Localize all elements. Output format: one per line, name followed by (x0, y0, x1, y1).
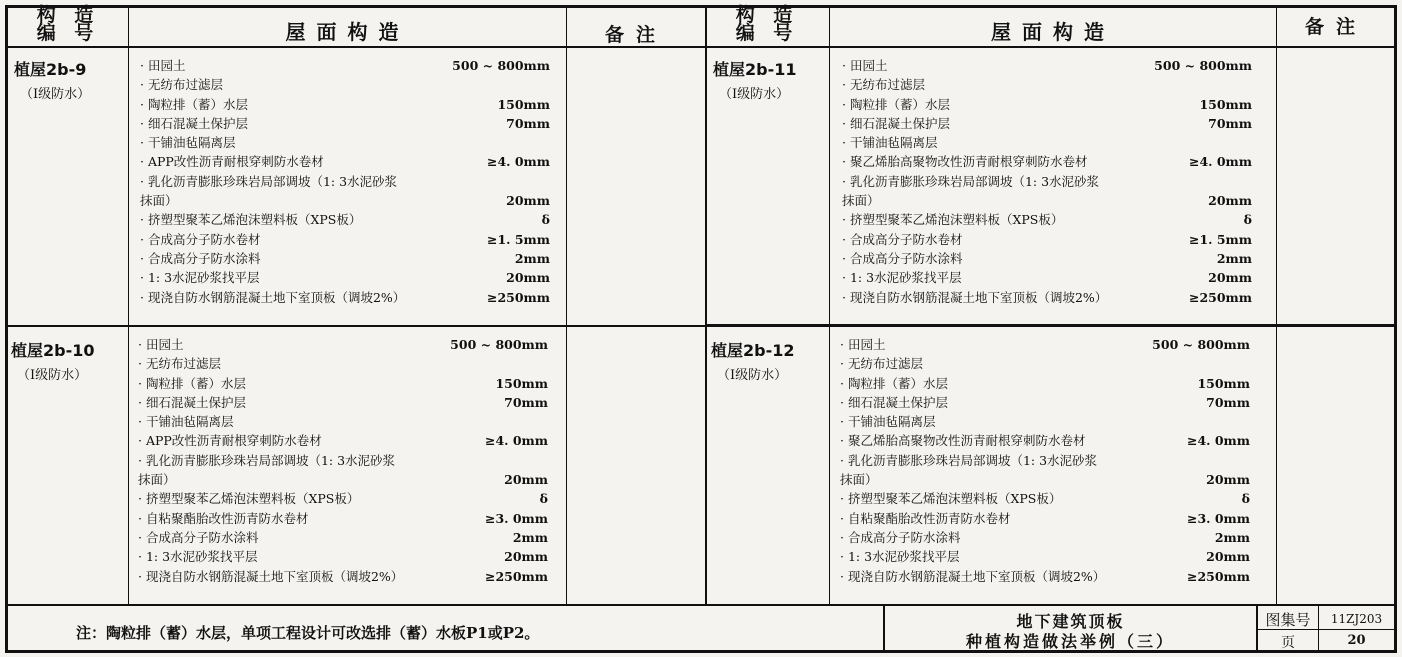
layer-value: ≥3. 0mm (1186, 510, 1250, 526)
layer-row (140, 210, 550, 229)
construction-code-cell (11, 338, 95, 383)
layer-name: · 合成高分子防水涂料 (842, 250, 963, 266)
layer-value: 70mm (1206, 394, 1250, 410)
layer-row (140, 172, 550, 191)
layer-name: · APP改性沥青耐根穿刺防水卷材 (140, 154, 324, 170)
layer-value: ≥250mm (484, 568, 548, 584)
layer-value: δ (1241, 491, 1250, 507)
layer-value: δ (1243, 212, 1252, 228)
code-header-line1: 构 造 (36, 4, 100, 26)
layer-row (842, 133, 1252, 152)
atlas-number-label: 图集号 (1265, 611, 1311, 629)
construction-code-cell (711, 338, 795, 383)
layer-row (842, 56, 1252, 75)
layer-value: 2mm (512, 529, 548, 545)
layer-name: · 细石混凝土保护层 (140, 115, 248, 131)
code-header-line2: 编 号 (735, 22, 799, 44)
layer-name: 抹面） (140, 193, 178, 209)
page-label: 页 (1281, 635, 1295, 651)
layer-row (140, 95, 550, 114)
layer-row (140, 75, 550, 94)
layer-name: · 陶粒排（蓄）水层 (138, 375, 246, 391)
layer-name: · 细石混凝土保护层 (842, 115, 950, 131)
layer-name: · 干铺油毡隔离层 (140, 135, 236, 151)
layer-name: · 1: 3水泥砂浆找平层 (842, 270, 962, 286)
layer-row (840, 509, 1250, 528)
layer-value: 20mm (1208, 270, 1252, 286)
layer-row (138, 374, 548, 393)
layer-name: · 陶粒排（蓄）水层 (840, 375, 948, 391)
layer-name: · 田园土 (840, 337, 886, 352)
layer-name: · 田园土 (138, 337, 184, 352)
layer-row (138, 451, 548, 470)
waterproof-grade: （I级防水） (719, 87, 790, 102)
layer-row (840, 412, 1250, 431)
layer-list (140, 56, 550, 307)
layer-name: · 挤塑型聚苯乙烯泡沫塑料板（XPS板） (840, 491, 1062, 507)
layer-row (842, 75, 1252, 94)
layer-row (140, 152, 550, 171)
layer-row (840, 528, 1250, 547)
layer-name: · 干铺油毡隔离层 (138, 414, 234, 430)
layer-row (840, 451, 1250, 470)
layer-name: · 田园土 (842, 58, 888, 73)
layer-list (138, 335, 548, 586)
layer-value: 20mm (1206, 549, 1250, 565)
layer-name: · 干铺油毡隔离层 (840, 414, 936, 430)
construction-code: 植屋2b-10 (11, 341, 95, 360)
layer-value: ≥4. 0mm (484, 433, 548, 449)
layer-row (138, 354, 548, 373)
layer-row (138, 335, 548, 354)
layer-value: 150mm (1197, 375, 1250, 391)
footer-divider (5, 604, 1397, 606)
layer-name: · 聚乙烯胎高聚物改性沥青耐根穿刺防水卷材 (840, 433, 1086, 449)
layer-name: · 干铺油毡隔离层 (842, 135, 938, 151)
layer-value: 20mm (1206, 472, 1250, 488)
layer-row (842, 210, 1252, 229)
layer-row (840, 374, 1250, 393)
layer-row (138, 470, 548, 489)
layer-name: · 自粘聚酯胎改性沥青防水卷材 (840, 510, 1011, 526)
waterproof-grade: （I级防水） (17, 368, 88, 383)
layer-name: 抹面） (840, 472, 878, 488)
layer-name: · 无纺布过滤层 (840, 356, 923, 372)
layer-name: · 聚乙烯胎高聚物改性沥青耐根穿刺防水卷材 (842, 154, 1088, 170)
layer-value: 2mm (514, 250, 550, 266)
layer-row (138, 567, 548, 586)
layer-name: · 合成高分子防水卷材 (842, 231, 963, 247)
layer-value: ≥250mm (1186, 568, 1250, 584)
layer-value: 70mm (1208, 115, 1252, 131)
layer-name: · 现浇自防水钢筋混凝土地下室顶板（调坡2%） (840, 568, 1106, 584)
layer-name: · 合成高分子防水涂料 (140, 250, 261, 266)
layer-name: · 挤塑型聚苯乙烯泡沫塑料板（XPS板） (138, 491, 360, 507)
waterproof-grade: （I级防水） (717, 368, 788, 383)
layer-name: · 1: 3水泥砂浆找平层 (140, 270, 260, 286)
layer-value: ≥4. 0mm (1186, 433, 1250, 449)
layer-name: · 1: 3水泥砂浆找平层 (840, 549, 960, 565)
layer-name: · 陶粒排（蓄）水层 (140, 96, 248, 112)
layer-name: 抹面） (138, 472, 176, 488)
layer-row (842, 249, 1252, 268)
border-right (1394, 5, 1397, 653)
layer-list (840, 335, 1250, 586)
layer-name: · 合成高分子防水卷材 (140, 231, 261, 247)
layer-value: 70mm (506, 115, 550, 131)
layer-row (842, 230, 1252, 249)
layer-value: 2mm (1214, 529, 1250, 545)
layer-name: 抹面） (842, 193, 880, 209)
layer-value: 20mm (1208, 193, 1252, 209)
remark-header-left: 备注 (604, 24, 667, 46)
layer-value: ≥1. 5mm (486, 231, 550, 247)
layer-row (842, 191, 1252, 210)
layer-value: 150mm (1199, 96, 1252, 112)
construction-header-left: 屋面构造 (285, 20, 410, 44)
atlas-number: 11ZJ203 (1330, 612, 1383, 626)
construction-code: 植屋2b-9 (14, 60, 87, 79)
layer-name: · 陶粒排（蓄）水层 (842, 96, 950, 112)
layer-value: 20mm (506, 270, 550, 286)
layer-value: 500 ~ 800mm (1154, 58, 1252, 73)
construction-code-cell (713, 57, 797, 102)
layer-value: ≥4. 0mm (1188, 154, 1252, 170)
layer-row (842, 288, 1252, 307)
layer-row (140, 268, 550, 287)
code-header-left (8, 6, 128, 42)
layer-row (138, 547, 548, 566)
layer-value: 70mm (504, 394, 548, 410)
layer-row (842, 95, 1252, 114)
layer-row (840, 470, 1250, 489)
layer-name: · 1: 3水泥砂浆找平层 (138, 549, 258, 565)
layer-row (140, 288, 550, 307)
layer-row (140, 230, 550, 249)
layer-list (842, 56, 1252, 307)
construction-code: 植屋2b-11 (713, 60, 797, 79)
layer-row (138, 393, 548, 412)
layer-value: ≥250mm (1188, 289, 1252, 305)
row-divider-right (705, 324, 1397, 327)
layer-name: · 乳化沥青膨胀珍珠岩局部调坡（1: 3水泥砂浆 (140, 173, 398, 189)
layer-value: 150mm (497, 96, 550, 112)
layer-row (138, 528, 548, 547)
layer-value: 500 ~ 800mm (1152, 337, 1250, 352)
layer-name: · 细石混凝土保护层 (138, 394, 246, 410)
layer-name: · 现浇自防水钢筋混凝土地下室顶板（调坡2%） (140, 289, 406, 305)
layer-value: 500 ~ 800mm (452, 58, 550, 73)
layer-value: 20mm (504, 549, 548, 565)
layer-row (842, 172, 1252, 191)
layer-row (840, 335, 1250, 354)
layer-value: 2mm (1216, 250, 1252, 266)
layer-row (138, 412, 548, 431)
border-left (5, 5, 8, 653)
layer-name: · 自粘聚酯胎改性沥青防水卷材 (138, 510, 309, 526)
layer-row (138, 431, 548, 450)
layer-row (140, 114, 550, 133)
layer-value: 500 ~ 800mm (450, 337, 548, 352)
layer-name: · 田园土 (140, 58, 186, 73)
layer-row (140, 133, 550, 152)
col-divider-remark-right (1276, 5, 1277, 605)
row-divider-left (5, 325, 705, 327)
layer-name: · 合成高分子防水涂料 (138, 529, 259, 545)
layer-value: 150mm (495, 375, 548, 391)
drawing-title-line2: 种植构造做法举例（三） (965, 632, 1175, 651)
code-header-line2: 编 号 (36, 22, 100, 44)
layer-name: · 无纺布过滤层 (138, 356, 221, 372)
layer-row (840, 547, 1250, 566)
layer-row (140, 191, 550, 210)
page-number: 20 (1347, 633, 1366, 648)
layer-row (840, 567, 1250, 586)
layer-row (842, 152, 1252, 171)
layer-value: 20mm (504, 472, 548, 488)
drawing-title-line1: 地下建筑顶板 (1016, 612, 1125, 631)
layer-name: · 合成高分子防水涂料 (840, 529, 961, 545)
construction-header-right: 屋面构造 (991, 20, 1115, 44)
col-divider-remark-left (566, 5, 567, 605)
layer-name: · 细石混凝土保护层 (840, 394, 948, 410)
construction-code-cell (14, 57, 90, 102)
layer-value: δ (541, 212, 550, 228)
layer-name: · APP改性沥青耐根穿刺防水卷材 (138, 433, 322, 449)
layer-name: · 乳化沥青膨胀珍珠岩局部调坡（1: 3水泥砂浆 (138, 452, 396, 468)
layer-name: · 乳化沥青膨胀珍珠岩局部调坡（1: 3水泥砂浆 (840, 452, 1098, 468)
border-top (5, 5, 1397, 8)
layer-row (140, 249, 550, 268)
layer-row (842, 268, 1252, 287)
layer-name: · 无纺布过滤层 (140, 77, 223, 93)
layer-row (140, 56, 550, 75)
layer-row (840, 431, 1250, 450)
layer-name: · 无纺布过滤层 (842, 77, 925, 93)
layer-row (842, 114, 1252, 133)
layer-row (840, 393, 1250, 412)
layer-value: ≥4. 0mm (486, 154, 550, 170)
layer-row (840, 489, 1250, 508)
waterproof-grade: （I级防水） (20, 87, 91, 102)
construction-code: 植屋2b-12 (711, 341, 795, 360)
layer-name: · 挤塑型聚苯乙烯泡沫塑料板（XPS板） (842, 212, 1064, 228)
code-header-right (707, 6, 827, 42)
col-divider-code-right (829, 5, 830, 605)
layer-row (138, 509, 548, 528)
remark-header-right: 备注 (1304, 16, 1367, 38)
layer-name: · 挤塑型聚苯乙烯泡沫塑料板（XPS板） (140, 212, 362, 228)
layer-value: ≥1. 5mm (1188, 231, 1252, 247)
layer-name: · 乳化沥青膨胀珍珠岩局部调坡（1: 3水泥砂浆 (842, 173, 1100, 189)
col-divider-code-left (128, 5, 129, 605)
layer-value: 20mm (506, 193, 550, 209)
col-divider-center (705, 5, 707, 605)
layer-value: ≥250mm (486, 289, 550, 305)
layer-value: δ (539, 491, 548, 507)
layer-value: ≥3. 0mm (484, 510, 548, 526)
layer-name: · 现浇自防水钢筋混凝土地下室顶板（调坡2%） (138, 568, 404, 584)
layer-row (840, 354, 1250, 373)
code-header-line1: 构 造 (735, 4, 799, 26)
footnote: 注：陶粒排（蓄）水层，单项工程设计可改选排（蓄）水板P1或P2。 (76, 624, 540, 642)
layer-row (138, 489, 548, 508)
layer-name: · 现浇自防水钢筋混凝土地下室顶板（调坡2%） (842, 289, 1108, 305)
